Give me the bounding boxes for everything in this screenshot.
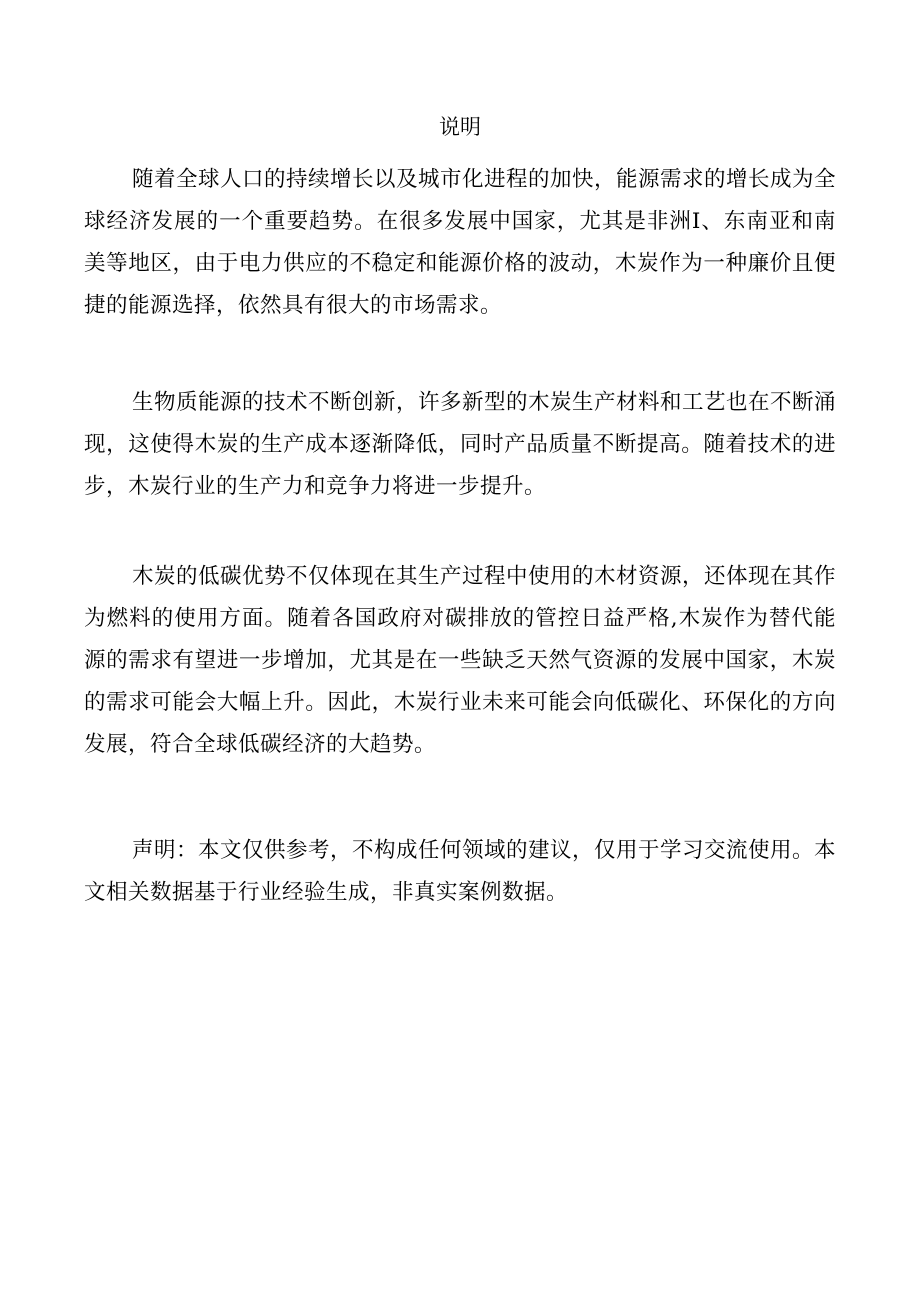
paragraph-low-carbon: 木炭的低碳优势不仅体现在其生产过程中使用的木材资源，还体现在其作为燃料的使用方面。随着各国政府对碳排放的管控日益严格,木炭作为替代能源的需求有望进一步增加，尤其是在一些缺乏天然气资源的发展中国家，木炭的需求可能会大幅上升。因此，木炭行业未来可能会向低碳化、环保化的方向发展，符合全球低碳经济的大趋势。 (84, 564, 837, 757)
paragraph-intro: 随着全球人口的持续增长以及城市化进程的加快，能源需求的增长成为全球经济发展的一个重要趋势。在很多发展中国家，尤其是非洲I、东南亚和南美等地区，由于电力供应的不稳定和能源价格的波动，木炭作为一种廉价且便捷的能源选择，依然具有很大的市场需求。 (84, 167, 837, 318)
paragraph-technology: 生物质能源的技术不断创新，许多新型的木炭生产材料和工艺也在不断涌现，这使得木炭的生产成本逐渐降低，同时产品质量不断提高。随着技术的进步，木炭行业的生产力和竞争力将进一步提升。 (84, 390, 837, 499)
paragraph-disclaimer: 声明：本文仅供参考，不构成任何领域的建议，仅用于学习交流使用。本文相关数据基于行业经验生成，非真实案例数据。 (84, 838, 837, 905)
page-title: 说明 (439, 115, 481, 139)
